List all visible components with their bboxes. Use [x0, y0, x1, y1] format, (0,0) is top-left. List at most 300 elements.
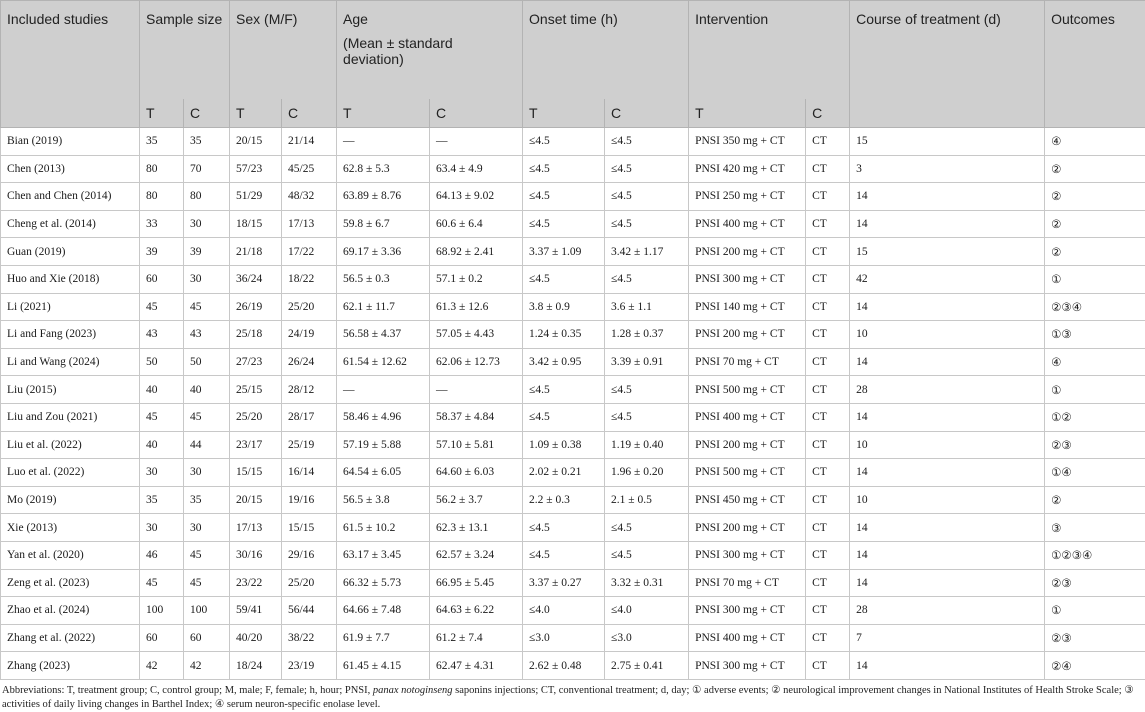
onset-c-cell: 1.96 ± 0.20: [605, 459, 689, 487]
study-cell: Liu (2015): [1, 376, 140, 404]
study-cell: Zhang (2023): [1, 652, 140, 680]
table-row: [1, 265, 1145, 293]
age-t-cell: 61.5 ± 10.2: [337, 514, 430, 542]
study-cell: Cheng et al. (2014): [1, 210, 140, 238]
table-footnote: [0, 680, 1145, 712]
sample-c-cell: 30: [184, 210, 230, 238]
table-row: [1, 293, 1145, 321]
sex-t-cell: 36/24: [230, 265, 282, 293]
age-c-cell: 64.60 ± 6.03: [430, 459, 523, 487]
sex-t-cell: 25/18: [230, 321, 282, 349]
table-row: [1, 541, 1145, 569]
intervention-c-cell: CT: [806, 569, 850, 597]
header-course: Course of treatment (d): [850, 1, 1045, 128]
outcomes-cell: ②③: [1045, 624, 1145, 652]
intervention-c-cell: CT: [806, 265, 850, 293]
age-t-cell: 66.32 ± 5.73: [337, 569, 430, 597]
outcomes-cell: ②: [1045, 210, 1145, 238]
intervention-t-cell: PNSI 400 mg + CT: [689, 210, 806, 238]
course-cell: 15: [850, 238, 1045, 266]
onset-t-cell: 2.02 ± 0.21: [523, 459, 605, 487]
sex-t-cell: 21/18: [230, 238, 282, 266]
outcomes-cell: ④: [1045, 128, 1145, 156]
onset-c-cell: ≤4.5: [605, 210, 689, 238]
age-t-cell: 63.17 ± 3.45: [337, 541, 430, 569]
intervention-c-cell: CT: [806, 128, 850, 156]
sample-c-cell: 80: [184, 183, 230, 211]
age-c-cell: 58.37 ± 4.84: [430, 403, 523, 431]
age-c-cell: 61.3 ± 12.6: [430, 293, 523, 321]
study-cell: Huo and Xie (2018): [1, 265, 140, 293]
sex-c-cell: 56/44: [282, 597, 337, 625]
sex-t-cell: 59/41: [230, 597, 282, 625]
onset-t-cell: 3.37 ± 1.09: [523, 238, 605, 266]
sex-c-cell: 29/16: [282, 541, 337, 569]
course-cell: 14: [850, 293, 1045, 321]
outcomes-cell: ①②: [1045, 403, 1145, 431]
sample-t-cell: 80: [140, 183, 184, 211]
table-row: [1, 597, 1145, 625]
sample-c-cell: 50: [184, 348, 230, 376]
study-cell: Mo (2019): [1, 486, 140, 514]
age-t-cell: 62.8 ± 5.3: [337, 155, 430, 183]
course-cell: 14: [850, 652, 1045, 680]
sex-t-cell: 40/20: [230, 624, 282, 652]
table-row: [1, 652, 1145, 680]
onset-t-cell: ≤4.5: [523, 265, 605, 293]
sample-c-cell: 45: [184, 541, 230, 569]
intervention-t-cell: PNSI 200 mg + CT: [689, 514, 806, 542]
subheader-onset-c: C: [605, 99, 689, 128]
age-c-cell: 64.13 ± 9.02: [430, 183, 523, 211]
intervention-t-cell: PNSI 400 mg + CT: [689, 624, 806, 652]
onset-t-cell: ≤4.5: [523, 541, 605, 569]
age-t-cell: —: [337, 376, 430, 404]
onset-t-cell: ≤4.5: [523, 210, 605, 238]
onset-t-cell: 1.24 ± 0.35: [523, 321, 605, 349]
table-row: [1, 155, 1145, 183]
onset-c-cell: 3.39 ± 0.91: [605, 348, 689, 376]
sex-c-cell: 23/19: [282, 652, 337, 680]
sex-c-cell: 21/14: [282, 128, 337, 156]
study-cell: Zeng et al. (2023): [1, 569, 140, 597]
study-cell: Chen and Chen (2014): [1, 183, 140, 211]
sex-c-cell: 15/15: [282, 514, 337, 542]
table-row: [1, 514, 1145, 542]
study-cell: Li and Wang (2024): [1, 348, 140, 376]
sex-t-cell: 18/24: [230, 652, 282, 680]
onset-t-cell: 2.62 ± 0.48: [523, 652, 605, 680]
sample-c-cell: 60: [184, 624, 230, 652]
study-cell: Luo et al. (2022): [1, 459, 140, 487]
subheader-sample-c: C: [184, 99, 230, 128]
table-row: [1, 624, 1145, 652]
intervention-c-cell: CT: [806, 514, 850, 542]
intervention-t-cell: PNSI 300 mg + CT: [689, 597, 806, 625]
onset-c-cell: ≤4.5: [605, 376, 689, 404]
sex-c-cell: 48/32: [282, 183, 337, 211]
course-cell: 14: [850, 569, 1045, 597]
outcomes-cell: ③: [1045, 514, 1145, 542]
sample-c-cell: 43: [184, 321, 230, 349]
sample-t-cell: 33: [140, 210, 184, 238]
age-c-cell: 62.06 ± 12.73: [430, 348, 523, 376]
course-cell: 7: [850, 624, 1045, 652]
onset-c-cell: ≤4.5: [605, 403, 689, 431]
course-cell: 10: [850, 321, 1045, 349]
table-row: [1, 183, 1145, 211]
sample-c-cell: 40: [184, 376, 230, 404]
age-c-cell: 62.47 ± 4.31: [430, 652, 523, 680]
table-row: [1, 486, 1145, 514]
intervention-t-cell: PNSI 200 mg + CT: [689, 238, 806, 266]
onset-t-cell: ≤4.0: [523, 597, 605, 625]
sample-t-cell: 35: [140, 128, 184, 156]
intervention-t-cell: PNSI 500 mg + CT: [689, 376, 806, 404]
study-cell: Liu and Zou (2021): [1, 403, 140, 431]
onset-c-cell: ≤4.5: [605, 155, 689, 183]
sample-c-cell: 70: [184, 155, 230, 183]
sex-c-cell: 19/16: [282, 486, 337, 514]
outcomes-cell: ①④: [1045, 459, 1145, 487]
onset-t-cell: ≤3.0: [523, 624, 605, 652]
header-age-sub: (Mean ± standard deviation): [343, 35, 516, 67]
onset-t-cell: ≤4.5: [523, 128, 605, 156]
sex-t-cell: 51/29: [230, 183, 282, 211]
age-t-cell: 61.54 ± 12.62: [337, 348, 430, 376]
sample-c-cell: 39: [184, 238, 230, 266]
table-row: [1, 128, 1145, 156]
age-t-cell: 56.5 ± 3.8: [337, 486, 430, 514]
age-c-cell: 66.95 ± 5.45: [430, 569, 523, 597]
course-cell: 15: [850, 128, 1045, 156]
outcomes-cell: ②③: [1045, 431, 1145, 459]
intervention-c-cell: CT: [806, 541, 850, 569]
onset-c-cell: 3.6 ± 1.1: [605, 293, 689, 321]
sample-t-cell: 50: [140, 348, 184, 376]
intervention-t-cell: PNSI 250 mg + CT: [689, 183, 806, 211]
sample-t-cell: 46: [140, 541, 184, 569]
age-t-cell: 62.1 ± 11.7: [337, 293, 430, 321]
onset-c-cell: ≤4.0: [605, 597, 689, 625]
sample-t-cell: 43: [140, 321, 184, 349]
intervention-c-cell: CT: [806, 486, 850, 514]
table-row: [1, 348, 1145, 376]
table-row: [1, 431, 1145, 459]
course-cell: 10: [850, 486, 1045, 514]
sex-t-cell: 18/15: [230, 210, 282, 238]
intervention-t-cell: PNSI 70 mg + CT: [689, 569, 806, 597]
age-t-cell: 61.9 ± 7.7: [337, 624, 430, 652]
age-c-cell: 63.4 ± 4.9: [430, 155, 523, 183]
age-t-cell: 64.66 ± 7.48: [337, 597, 430, 625]
header-included-studies: Included studies: [1, 1, 140, 128]
study-cell: Li and Fang (2023): [1, 321, 140, 349]
age-t-cell: 63.89 ± 8.76: [337, 183, 430, 211]
sample-t-cell: 40: [140, 431, 184, 459]
intervention-c-cell: CT: [806, 431, 850, 459]
course-cell: 14: [850, 459, 1045, 487]
sample-t-cell: 30: [140, 459, 184, 487]
course-cell: 10: [850, 431, 1045, 459]
intervention-c-cell: CT: [806, 624, 850, 652]
subheader-age-c: C: [430, 99, 523, 128]
intervention-c-cell: CT: [806, 376, 850, 404]
sex-c-cell: 17/13: [282, 210, 337, 238]
sex-c-cell: 24/19: [282, 321, 337, 349]
header-age: [337, 1, 523, 100]
intervention-t-cell: PNSI 70 mg + CT: [689, 348, 806, 376]
sex-c-cell: 25/19: [282, 431, 337, 459]
age-c-cell: 62.3 ± 13.1: [430, 514, 523, 542]
course-cell: 14: [850, 403, 1045, 431]
sample-c-cell: 44: [184, 431, 230, 459]
age-t-cell: —: [337, 128, 430, 156]
sex-c-cell: 16/14: [282, 459, 337, 487]
course-cell: 3: [850, 155, 1045, 183]
onset-t-cell: ≤4.5: [523, 376, 605, 404]
header-age-label: Age: [343, 11, 368, 27]
sample-t-cell: 45: [140, 403, 184, 431]
age-c-cell: 64.63 ± 6.22: [430, 597, 523, 625]
age-c-cell: 57.10 ± 5.81: [430, 431, 523, 459]
sample-t-cell: 60: [140, 624, 184, 652]
age-t-cell: 57.19 ± 5.88: [337, 431, 430, 459]
subheader-sex-c: C: [282, 99, 337, 128]
age-t-cell: 56.58 ± 4.37: [337, 321, 430, 349]
sample-c-cell: 45: [184, 403, 230, 431]
table-row: [1, 403, 1145, 431]
intervention-c-cell: CT: [806, 293, 850, 321]
sex-t-cell: 30/16: [230, 541, 282, 569]
header-sex: Sex (M/F): [230, 1, 337, 100]
age-c-cell: —: [430, 128, 523, 156]
header-row: [1, 1, 1145, 100]
course-cell: 14: [850, 183, 1045, 211]
sample-t-cell: 60: [140, 265, 184, 293]
outcomes-cell: ②③④: [1045, 293, 1145, 321]
onset-c-cell: ≤4.5: [605, 265, 689, 293]
onset-c-cell: 2.1 ± 0.5: [605, 486, 689, 514]
age-c-cell: 60.6 ± 6.4: [430, 210, 523, 238]
onset-t-cell: ≤4.5: [523, 155, 605, 183]
sample-t-cell: 30: [140, 514, 184, 542]
table-row: [1, 569, 1145, 597]
table-row: [1, 238, 1145, 266]
course-cell: 28: [850, 376, 1045, 404]
subheader-onset-t: T: [523, 99, 605, 128]
intervention-c-cell: CT: [806, 403, 850, 431]
sex-c-cell: 38/22: [282, 624, 337, 652]
sex-t-cell: 17/13: [230, 514, 282, 542]
subheader-intervention-c: C: [806, 99, 850, 128]
table-row: [1, 376, 1145, 404]
onset-t-cell: ≤4.5: [523, 514, 605, 542]
age-c-cell: 68.92 ± 2.41: [430, 238, 523, 266]
study-cell: Liu et al. (2022): [1, 431, 140, 459]
sample-t-cell: 45: [140, 293, 184, 321]
age-t-cell: 64.54 ± 6.05: [337, 459, 430, 487]
study-cell: Guan (2019): [1, 238, 140, 266]
age-c-cell: 56.2 ± 3.7: [430, 486, 523, 514]
onset-t-cell: ≤4.5: [523, 403, 605, 431]
outcomes-cell: ②: [1045, 486, 1145, 514]
age-t-cell: 58.46 ± 4.96: [337, 403, 430, 431]
sample-c-cell: 45: [184, 569, 230, 597]
intervention-c-cell: CT: [806, 597, 850, 625]
sample-t-cell: 45: [140, 569, 184, 597]
sample-t-cell: 42: [140, 652, 184, 680]
onset-t-cell: 3.37 ± 0.27: [523, 569, 605, 597]
intervention-c-cell: CT: [806, 348, 850, 376]
sex-t-cell: 27/23: [230, 348, 282, 376]
onset-c-cell: 1.19 ± 0.40: [605, 431, 689, 459]
course-cell: 14: [850, 210, 1045, 238]
intervention-t-cell: PNSI 300 mg + CT: [689, 652, 806, 680]
study-cell: Chen (2013): [1, 155, 140, 183]
age-c-cell: 62.57 ± 3.24: [430, 541, 523, 569]
age-c-cell: —: [430, 376, 523, 404]
intervention-c-cell: CT: [806, 652, 850, 680]
sample-c-cell: 30: [184, 459, 230, 487]
course-cell: 14: [850, 514, 1045, 542]
intervention-t-cell: PNSI 200 mg + CT: [689, 321, 806, 349]
age-c-cell: 57.1 ± 0.2: [430, 265, 523, 293]
sex-t-cell: 15/15: [230, 459, 282, 487]
intervention-t-cell: PNSI 420 mg + CT: [689, 155, 806, 183]
onset-c-cell: ≤4.5: [605, 514, 689, 542]
course-cell: 14: [850, 541, 1045, 569]
intervention-c-cell: CT: [806, 155, 850, 183]
subheader-intervention-t: T: [689, 99, 806, 128]
sample-t-cell: 100: [140, 597, 184, 625]
sex-t-cell: 26/19: [230, 293, 282, 321]
study-cell: Zhao et al. (2024): [1, 597, 140, 625]
onset-c-cell: ≤4.5: [605, 128, 689, 156]
footnote-text-start: Abbreviations: T, treatment group; C, control group; M, male; F, female; h, hour; PNSI,: [2, 685, 373, 696]
sex-t-cell: 23/17: [230, 431, 282, 459]
table-row: [1, 210, 1145, 238]
intervention-t-cell: PNSI 200 mg + CT: [689, 431, 806, 459]
intervention-c-cell: CT: [806, 183, 850, 211]
study-cell: Xie (2013): [1, 514, 140, 542]
header-sample-size: Sample size: [140, 1, 230, 100]
sex-c-cell: 26/24: [282, 348, 337, 376]
outcomes-cell: ①②③④: [1045, 541, 1145, 569]
onset-c-cell: ≤3.0: [605, 624, 689, 652]
outcomes-cell: ①③: [1045, 321, 1145, 349]
sex-c-cell: 28/12: [282, 376, 337, 404]
outcomes-cell: ①: [1045, 376, 1145, 404]
intervention-t-cell: PNSI 500 mg + CT: [689, 459, 806, 487]
age-t-cell: 61.45 ± 4.15: [337, 652, 430, 680]
onset-c-cell: 1.28 ± 0.37: [605, 321, 689, 349]
sex-c-cell: 45/25: [282, 155, 337, 183]
sex-t-cell: 57/23: [230, 155, 282, 183]
onset-c-cell: 3.42 ± 1.17: [605, 238, 689, 266]
study-cell: Bian (2019): [1, 128, 140, 156]
onset-t-cell: 2.2 ± 0.3: [523, 486, 605, 514]
table-row: [1, 459, 1145, 487]
outcomes-cell: ④: [1045, 348, 1145, 376]
header-intervention: Intervention: [689, 1, 850, 100]
onset-c-cell: 2.75 ± 0.41: [605, 652, 689, 680]
outcomes-cell: ①: [1045, 265, 1145, 293]
sex-c-cell: 25/20: [282, 293, 337, 321]
sex-c-cell: 18/22: [282, 265, 337, 293]
table-body: [1, 128, 1145, 680]
header-outcomes: Outcomes: [1045, 1, 1145, 128]
sex-t-cell: 25/20: [230, 403, 282, 431]
course-cell: 28: [850, 597, 1045, 625]
study-cell: Zhang et al. (2022): [1, 624, 140, 652]
age-c-cell: 57.05 ± 4.43: [430, 321, 523, 349]
outcomes-cell: ②④: [1045, 652, 1145, 680]
intervention-c-cell: CT: [806, 210, 850, 238]
intervention-t-cell: PNSI 140 mg + CT: [689, 293, 806, 321]
sample-c-cell: 42: [184, 652, 230, 680]
sample-c-cell: 35: [184, 486, 230, 514]
age-c-cell: 61.2 ± 7.4: [430, 624, 523, 652]
onset-t-cell: 3.8 ± 0.9: [523, 293, 605, 321]
age-t-cell: 69.17 ± 3.36: [337, 238, 430, 266]
intervention-c-cell: CT: [806, 459, 850, 487]
course-cell: 42: [850, 265, 1045, 293]
subheader-sample-t: T: [140, 99, 184, 128]
onset-t-cell: 3.42 ± 0.95: [523, 348, 605, 376]
onset-c-cell: ≤4.5: [605, 183, 689, 211]
sample-c-cell: 30: [184, 514, 230, 542]
intervention-t-cell: PNSI 300 mg + CT: [689, 541, 806, 569]
onset-t-cell: 1.09 ± 0.38: [523, 431, 605, 459]
sample-t-cell: 80: [140, 155, 184, 183]
age-t-cell: 59.8 ± 6.7: [337, 210, 430, 238]
sex-c-cell: 25/20: [282, 569, 337, 597]
header-onset-time: Onset time (h): [523, 1, 689, 100]
sex-c-cell: 28/17: [282, 403, 337, 431]
intervention-t-cell: PNSI 450 mg + CT: [689, 486, 806, 514]
outcomes-cell: ②: [1045, 238, 1145, 266]
sex-c-cell: 17/22: [282, 238, 337, 266]
sample-t-cell: 40: [140, 376, 184, 404]
age-t-cell: 56.5 ± 0.3: [337, 265, 430, 293]
subheader-sex-t: T: [230, 99, 282, 128]
study-cell: Li (2021): [1, 293, 140, 321]
outcomes-cell: ②: [1045, 183, 1145, 211]
sex-t-cell: 20/15: [230, 128, 282, 156]
course-cell: 14: [850, 348, 1045, 376]
intervention-t-cell: PNSI 350 mg + CT: [689, 128, 806, 156]
sample-c-cell: 35: [184, 128, 230, 156]
subheader-age-t: T: [337, 99, 430, 128]
footnote-text-end: saponins injections; CT, conventional treatment; d, day; ① adverse events; ② neurological improvement changes in National Institutes of Health Stroke Scale; ③ activities of daily living changes in Barthel Index; ④ serum neuron-specific enolase level.: [2, 685, 1134, 710]
sample-c-cell: 30: [184, 265, 230, 293]
sample-t-cell: 39: [140, 238, 184, 266]
footnote-italic-term: panax notoginseng: [373, 685, 453, 696]
intervention-c-cell: CT: [806, 238, 850, 266]
onset-c-cell: ≤4.5: [605, 541, 689, 569]
table-row: [1, 321, 1145, 349]
onset-t-cell: ≤4.5: [523, 183, 605, 211]
sample-t-cell: 35: [140, 486, 184, 514]
sample-c-cell: 45: [184, 293, 230, 321]
outcomes-cell: ②③: [1045, 569, 1145, 597]
intervention-c-cell: CT: [806, 321, 850, 349]
outcomes-cell: ①: [1045, 597, 1145, 625]
outcomes-cell: ②: [1045, 155, 1145, 183]
sex-t-cell: 25/15: [230, 376, 282, 404]
intervention-t-cell: PNSI 400 mg + CT: [689, 403, 806, 431]
